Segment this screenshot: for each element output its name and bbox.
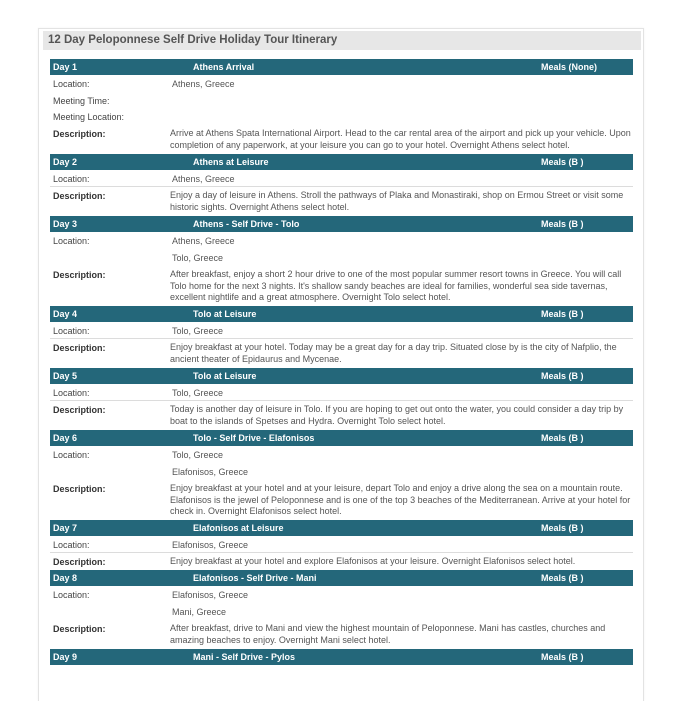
location-label: Location: — [53, 326, 90, 336]
day-number: Day 5 — [53, 371, 78, 381]
day-title: Elafonisos at Leisure — [193, 523, 284, 533]
day-meals: Meals (B ) — [541, 652, 584, 662]
description-label: Description: — [53, 129, 106, 139]
day-number: Day 6 — [53, 433, 78, 443]
day-header — [50, 520, 633, 536]
description-text: Today is another day of leisure in Tolo. If you are hoping to get out onto the water, you could consider a day trip by boat to the islands of Spetses and Hydra. Overnight Tolo select hotel. — [170, 404, 624, 426]
description-label: Description: — [53, 191, 106, 201]
day-header — [50, 368, 633, 384]
location-label: Location: — [53, 388, 90, 398]
divider — [50, 552, 633, 553]
description-label: Description: — [53, 270, 106, 280]
day-meals: Meals (B ) — [541, 157, 584, 167]
document-title: 12 Day Peloponnese Self Drive Holiday Tour Itinerary — [48, 34, 338, 46]
description-text: After breakfast, drive to Mani and view the highest mountain of Peloponnese. Mani has castles, churches and amazing beaches to enjoy. Overnight Mani select hotel. — [170, 623, 606, 645]
location-label: Location: — [53, 79, 90, 89]
day-header — [50, 430, 633, 446]
day-title: Athens at Leisure — [193, 157, 269, 167]
description-text: Enjoy breakfast at your hotel and explore Elafonisos at your leisure. Overnight Elafonisos select hotel. — [170, 556, 576, 566]
day-number: Day 7 — [53, 523, 78, 533]
location-value: Tolo, Greece — [172, 388, 224, 398]
day-meals: Meals (B ) — [541, 573, 584, 583]
location-value: Tolo, Greece — [172, 253, 224, 263]
day-title: Tolo at Leisure — [193, 309, 257, 319]
description-label: Description: — [53, 557, 106, 567]
divider — [50, 400, 633, 401]
day-number: Day 1 — [53, 62, 78, 72]
day-title: Athens - Self Drive - Tolo — [193, 219, 300, 229]
description-text: Arrive at Athens Spata International Airport. Head to the car rental area of the airport and pick up your vehicle. Upon completion of any paperwork, at your leisure you can go to your hotel. Overnight Athens select hotel. — [170, 128, 631, 150]
meeting-location-label: Meeting Location: — [53, 112, 125, 122]
day-header — [50, 570, 633, 586]
day-number: Day 4 — [53, 309, 78, 319]
description-label: Description: — [53, 624, 106, 634]
location-label: Location: — [53, 450, 90, 460]
location-value: Elafonisos, Greece — [172, 590, 249, 600]
location-value: Tolo, Greece — [172, 450, 224, 460]
day-title: Elafonisos - Self Drive - Mani — [193, 573, 317, 583]
day-title: Mani - Self Drive - Pylos — [193, 652, 296, 662]
divider — [50, 186, 633, 187]
location-value: Athens, Greece — [172, 236, 235, 246]
day-meals: Meals (B ) — [541, 523, 584, 533]
description-text: Enjoy breakfast at your hotel and at your leisure, depart Tolo and enjoy a drive along the sea on a mountain route. Elafonisos is the jewel of Peloponnese and is one of the top 3 beaches of the Mediterranean. Arrive at your hotel for check in. Overnight Elafonisos select hotel. — [170, 483, 631, 516]
description-label: Description: — [53, 484, 106, 494]
location-label: Location: — [53, 590, 90, 600]
day-meals: Meals (B ) — [541, 433, 584, 443]
description-label: Description: — [53, 405, 106, 415]
day-number: Day 8 — [53, 573, 78, 583]
day-number: Day 3 — [53, 219, 78, 229]
description-text: Enjoy breakfast at your hotel. Today may be a great day for a day trip. Situated close by is the city of Nafplio, the ancient theater of Epidaurus and Mycenae. — [170, 342, 617, 364]
day-meals: Meals (B ) — [541, 219, 584, 229]
location-value: Elafonisos, Greece — [172, 540, 249, 550]
location-value: Athens, Greece — [172, 79, 235, 89]
description-text: After breakfast, enjoy a short 2 hour drive to one of the most popular summer resort towns in Greece. You will call Tolo home for the next 3 nights. It's shallow sandy beaches are ideal for families, wonderful sea side tavernas, excellent nightlife and a great atmosphere. Overnight Tolo select hotel. — [170, 269, 622, 302]
description-text: Enjoy a day of leisure in Athens. Stroll the pathways of Plaka and Monastiraki, shop on Ermou Street or visit some historic sights. Overnight Athens select hotel. — [170, 190, 624, 212]
day-meals: Meals (B ) — [541, 309, 584, 319]
day-header — [50, 649, 633, 665]
location-value: Tolo, Greece — [172, 326, 224, 336]
location-label: Location: — [53, 540, 90, 550]
location-label: Location: — [53, 236, 90, 246]
day-number: Day 2 — [53, 157, 78, 167]
day-title: Athens Arrival — [193, 62, 255, 72]
divider — [50, 338, 633, 339]
day-meals: Meals (None) — [541, 62, 598, 72]
meeting-time-label: Meeting Time: — [53, 96, 110, 106]
location-value: Elafonisos, Greece — [172, 467, 249, 477]
location-value: Mani, Greece — [172, 607, 227, 617]
day-title: Tolo at Leisure — [193, 371, 257, 381]
day-header — [50, 216, 633, 232]
location-label: Location: — [53, 174, 90, 184]
day-title: Tolo - Self Drive - Elafonisos — [193, 433, 315, 443]
description-label: Description: — [53, 343, 106, 353]
day-header — [50, 59, 633, 75]
day-meals: Meals (B ) — [541, 371, 584, 381]
location-value: Athens, Greece — [172, 174, 235, 184]
day-header — [50, 154, 633, 170]
day-header — [50, 306, 633, 322]
day-number: Day 9 — [53, 652, 78, 662]
